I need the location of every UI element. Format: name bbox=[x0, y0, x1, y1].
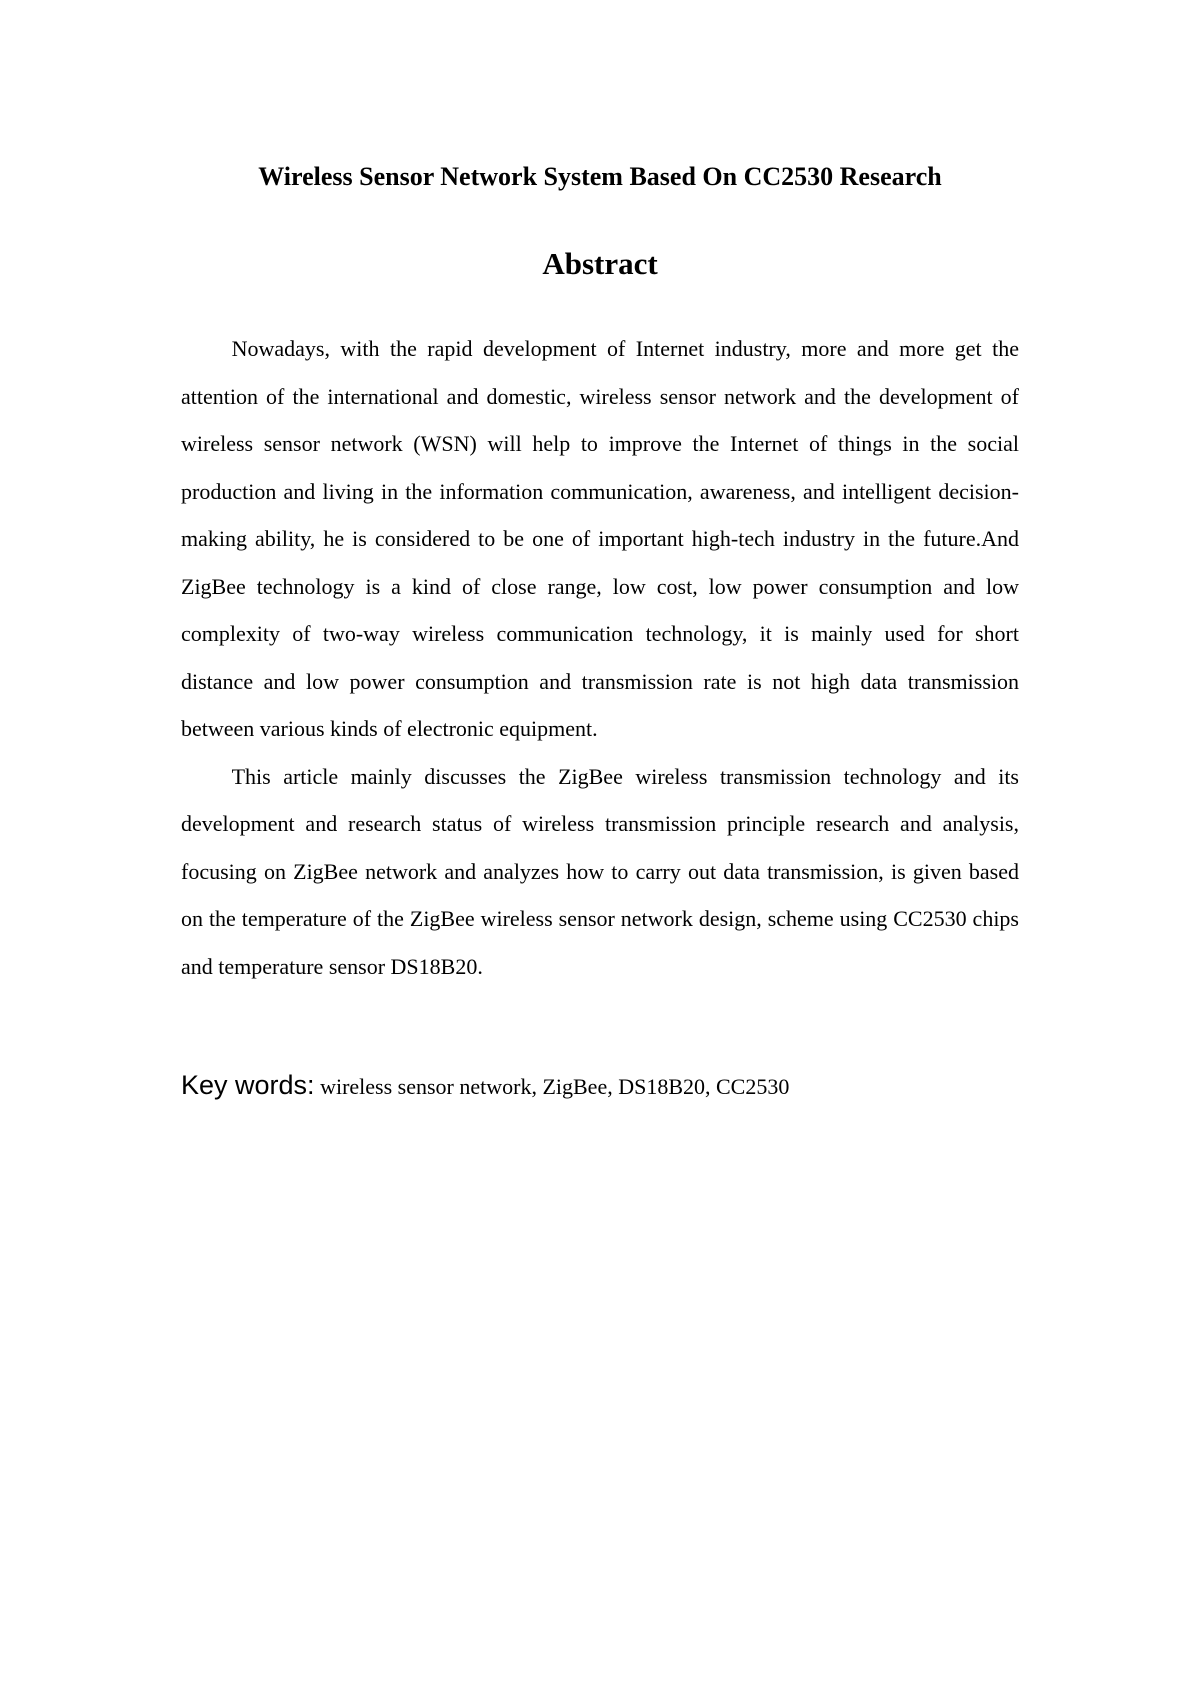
abstract-paragraph-1: Nowadays, with the rapid development of Internet industry, more and more get the attention of the international and domestic, wireless sensor network and the development of wireless sensor network (WSN) will help to improve the Internet of things in the social production and living in the information communication, awareness, and intelligent decision-making ability, he is considered to be one of important high-tech industry in the future.And ZigBee technology is a kind of close range, low cost, low power consumption and low complexity of two-way wireless communication technology, it is mainly used for short distance and low power consumption and transmission rate is not high data transmission between various kinds of electronic equipment. bbox=[181, 336, 1019, 741]
abstract-body bbox=[181, 325, 1019, 990]
keywords-line bbox=[181, 1067, 1019, 1105]
abstract-heading: Abstract bbox=[542, 246, 658, 281]
abstract-paragraph-2: This article mainly discusses the ZigBee wireless transmission technology and its development and research status of wireless transmission principle research and analysis, focusing on ZigBee network and analyzes how to carry out data transmission, is given based on the temperature of the ZigBee wireless sensor network design, scheme using CC2530 chips and temperature sensor DS18B20. bbox=[181, 763, 1019, 979]
keywords-value: wireless sensor network, ZigBee, DS18B20, CC2530 bbox=[320, 1074, 790, 1099]
keywords-label: Key words: bbox=[181, 1070, 315, 1100]
paper-title: Wireless Sensor Network System Based On CC2530 Research bbox=[258, 162, 942, 191]
